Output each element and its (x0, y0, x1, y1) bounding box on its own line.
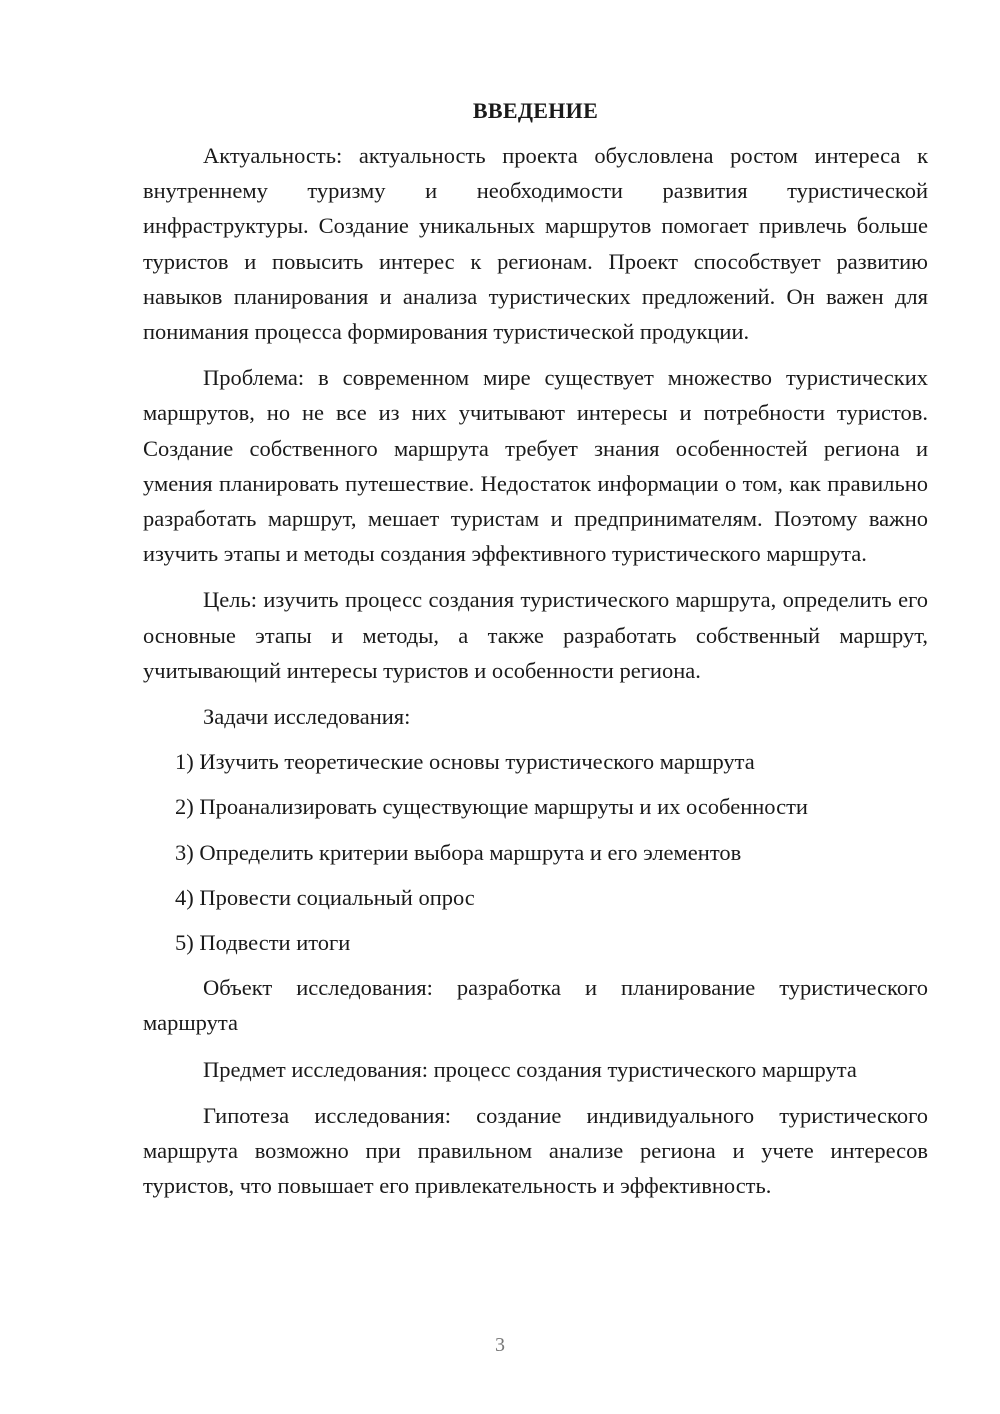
subject-paragraph: Предмет исследования: процесс создания туристического маршрута (203, 1056, 857, 1082)
page-title: ВВЕДЕНИЕ (472, 98, 599, 123)
relevance-paragraph: Актуальность: актуальность проекта обусловлена ростом интереса к внутреннему туризму и необходимости развития туристической инфраструктуры. Создание уникальных маршрутов помогает привлечь больше туристов и повысить интерес к регионам. Проект способствует развитию навыков планирования и анализа туристических предложений. Он важен для понимания процесса формирования туристической продукции. (143, 143, 928, 345)
task-item: 1) Изучить теоретические основы туристического маршрута (175, 749, 755, 775)
problem-paragraph: Проблема: в современном мире существует множество туристических маршрутов, но не все из них учитывают интересы и потребности туристов. Создание собственного маршрута требует знания особенностей региона и умения планировать путешествие. Недостаток информации о том, как правильно разработать маршрут, мешает туристам и предпринимателям. Поэтому важно изучить этапы и методы создания эффективного туристического маршрута. (143, 365, 928, 567)
page-content (143, 96, 928, 1203)
task-item: 5) Подвести итоги (175, 930, 351, 956)
task-item: 3) Определить критерии выбора маршрута и его элементов (175, 839, 742, 865)
tasks-heading: Задачи исследования: (203, 704, 411, 730)
hypothesis-paragraph: Гипотеза исследования: создание индивидуального туристического маршрута возможно при правильном анализе региона и учете интересов туристов, что повышает его привлекательность и эффективность. (143, 1102, 928, 1199)
task-item: 2) Проанализировать существующие маршруты и их особенности (175, 794, 808, 820)
page-number: 3 (495, 1334, 505, 1356)
task-item: 4) Провести социальный опрос (175, 884, 475, 910)
object-paragraph: Объект исследования: разработка и планирование туристического маршрута (143, 975, 928, 1036)
goal-paragraph: Цель: изучить процесс создания туристического маршрута, определить его основные этапы и методы, а также разработать собственный маршрут, учитывающий интересы туристов и особенности региона. (143, 587, 928, 683)
tasks-list (143, 744, 928, 960)
